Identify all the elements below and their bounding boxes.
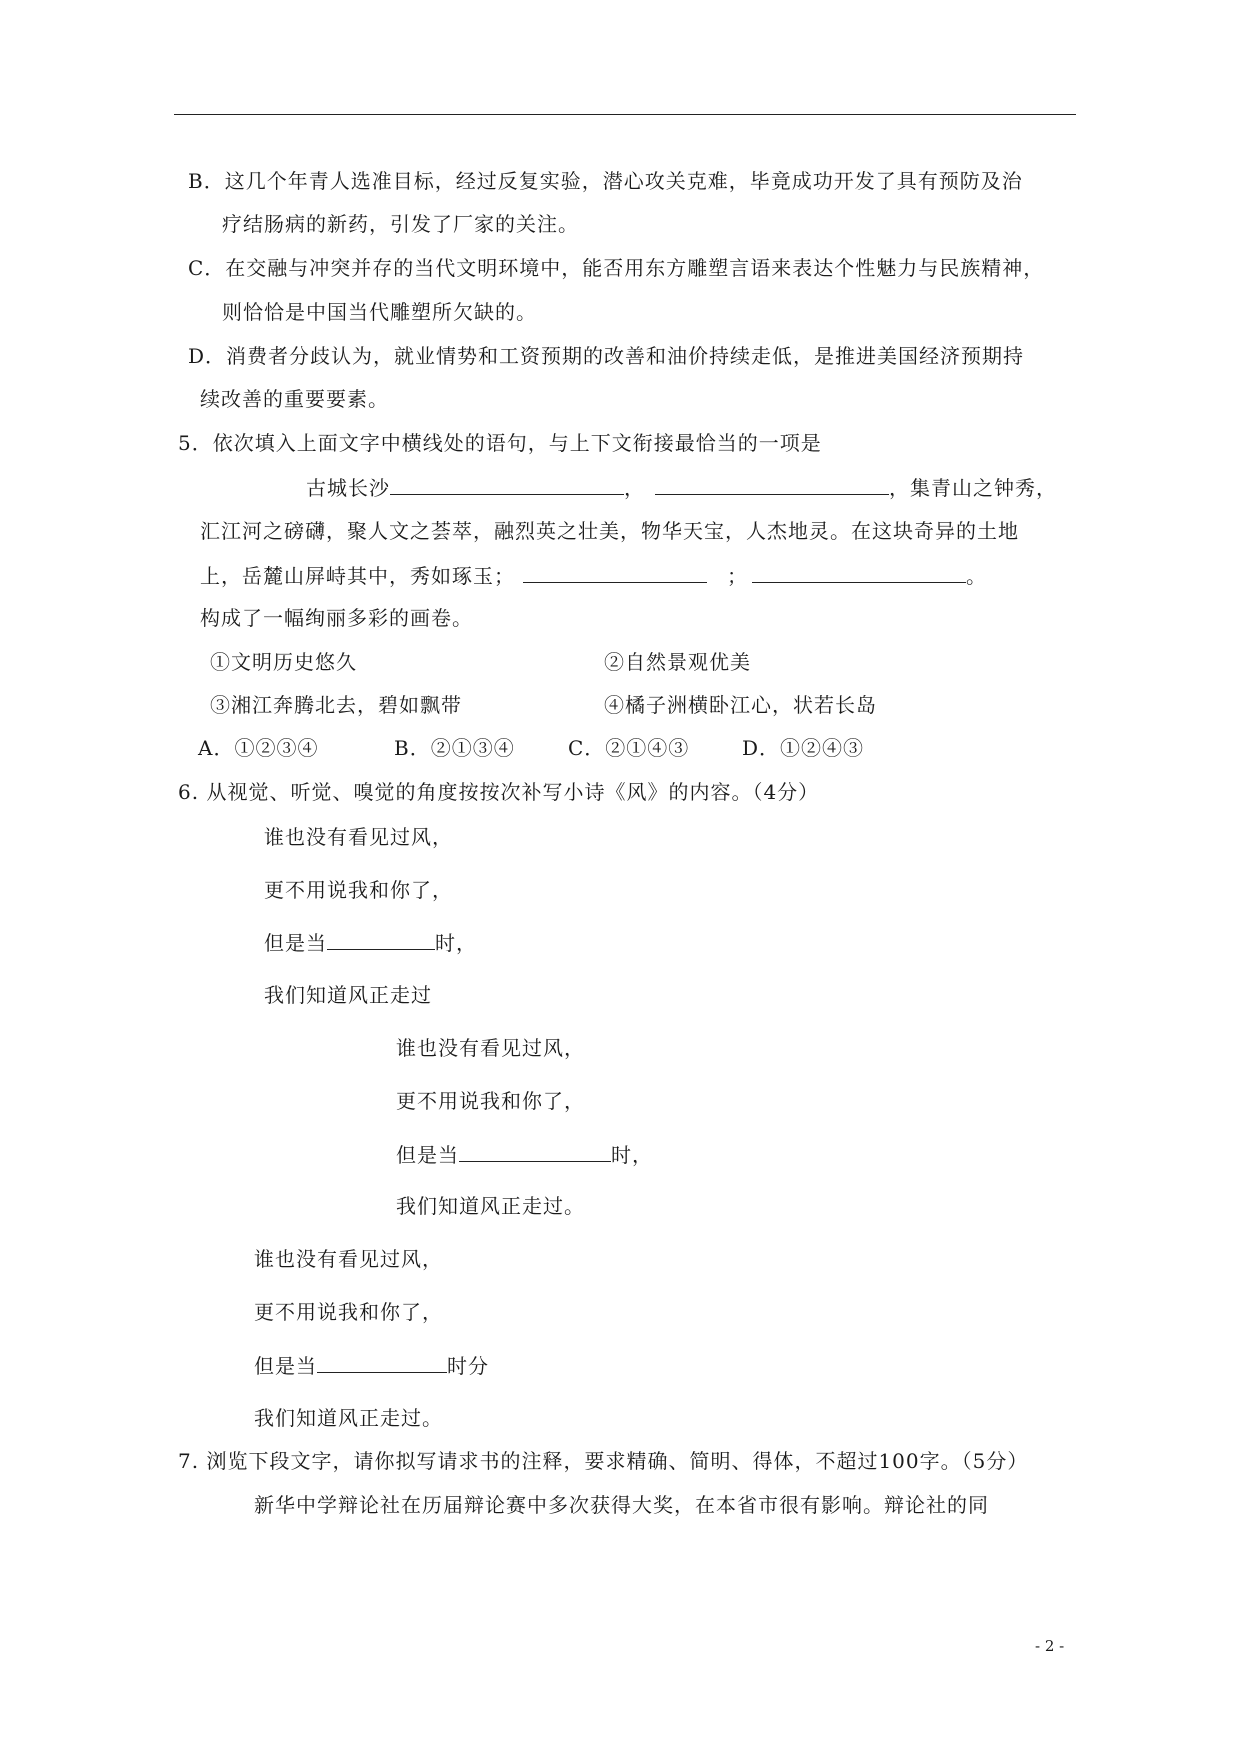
header-rule xyxy=(174,114,1076,115)
q5-text: 上，岳麓山屏峙其中，秀如琢玉； xyxy=(200,564,515,588)
q7-stem: 7. 浏览下段文字，请你拟写请求书的注释，要求精确、简明、得体，不超过100字。（5分） xyxy=(178,1449,1029,1473)
q5-passage-line2: 汇江河之磅礴，聚人文之荟萃，融烈英之壮美，物华天宝，人杰地灵。在这块奇异的土地 xyxy=(200,519,1019,543)
q6-stanza1-line3 xyxy=(264,929,477,956)
q4-option-d-line1: D．消费者分歧认为，就业情势和工资预期的改善和油价持续走低，是推进美国经济预期持 xyxy=(188,344,1025,368)
q5-passage-line1 xyxy=(306,474,1057,501)
q6-stanza1-line4: 我们知道风正走过 xyxy=(264,983,432,1007)
q5-separator: ， xyxy=(624,476,645,500)
q6-stanza3-line1: 谁也没有看见过风， xyxy=(254,1247,443,1271)
q6-blank-1 xyxy=(327,929,435,950)
q5-passage-line4: 构成了一幅绚丽多彩的画卷。 xyxy=(200,606,473,630)
q6-stanza2-line3 xyxy=(396,1141,653,1168)
q5-stem: 5．依次填入上面文字中横线处的语句，与上下文衔接最恰当的一项是 xyxy=(178,431,822,455)
q5-item-4: ④橘子洲横卧江心，状若长岛 xyxy=(604,693,877,717)
q5-item-1: ①文明历史悠久 xyxy=(210,650,357,674)
q4-option-c-line2: 则恰恰是中国当代雕塑所欠缺的。 xyxy=(222,300,537,324)
q5-blank-1 xyxy=(390,474,624,495)
q5-choice-d: D．①②④③ xyxy=(742,736,865,760)
q6-stanza3-line3 xyxy=(254,1352,489,1379)
q5-blank-3 xyxy=(523,562,707,583)
q6-blank-3 xyxy=(317,1352,447,1373)
q5-choice-b: B．②①③④ xyxy=(394,736,515,760)
q4-option-d-line2: 续改善的重要要素。 xyxy=(200,387,389,411)
q5-choice-c: C．②①④③ xyxy=(568,736,690,760)
q4-option-c-line1: C．在交融与冲突并存的当代文明环境中，能否用东方雕塑言语来表达个性魅力与民族精神， xyxy=(188,256,1045,280)
q5-blank-2 xyxy=(655,474,889,495)
q6-text: 时分 xyxy=(447,1354,489,1378)
q5-text: 。 xyxy=(966,564,987,588)
q6-text: 时， xyxy=(435,931,477,955)
q5-item-2: ②自然景观优美 xyxy=(604,650,751,674)
q4-option-b-line1: B．这几个年青人选准目标，经过反复实验，潜心攻关克难，毕竟成功开发了具有预防及治 xyxy=(188,169,1023,193)
q5-text: 古城长沙 xyxy=(306,476,390,500)
page-number: - 2 - xyxy=(1035,1637,1065,1655)
q6-stanza1-line1: 谁也没有看见过风， xyxy=(264,825,453,849)
q6-stanza3-line2: 更不用说我和你了， xyxy=(254,1300,443,1324)
q4-option-b-line2: 疗结肠病的新药，引发了厂家的关注。 xyxy=(222,212,579,236)
q6-stem: 6. 从视觉、听觉、嗅觉的角度按按次补写小诗《风》的内容。（4分） xyxy=(178,780,820,804)
q6-text: 但是当 xyxy=(254,1354,317,1378)
q6-text: 但是当 xyxy=(396,1143,459,1167)
q6-stanza2-line4: 我们知道风正走过。 xyxy=(396,1194,585,1218)
q6-stanza2-line2: 更不用说我和你了， xyxy=(396,1089,585,1113)
q6-text: 时， xyxy=(611,1143,653,1167)
q5-choice-a: A．①②③④ xyxy=(198,736,319,760)
q5-text: ，集青山之钟秀， xyxy=(889,476,1057,500)
q6-stanza2-line1: 谁也没有看见过风， xyxy=(396,1036,585,1060)
q6-stanza3-line4: 我们知道风正走过。 xyxy=(254,1406,443,1430)
q6-stanza1-line2: 更不用说我和你了， xyxy=(264,878,453,902)
q5-separator: ； xyxy=(727,564,748,588)
q5-passage-line3 xyxy=(200,562,987,589)
q5-item-3: ③湘江奔腾北去，碧如飘带 xyxy=(210,693,462,717)
q6-blank-2 xyxy=(459,1141,611,1162)
q7-text: 新华中学辩论社在历届辩论赛中多次获得大奖，在本省市很有影响。辩论社的同 xyxy=(254,1493,989,1517)
q5-blank-4 xyxy=(752,562,966,583)
q6-text: 但是当 xyxy=(264,931,327,955)
